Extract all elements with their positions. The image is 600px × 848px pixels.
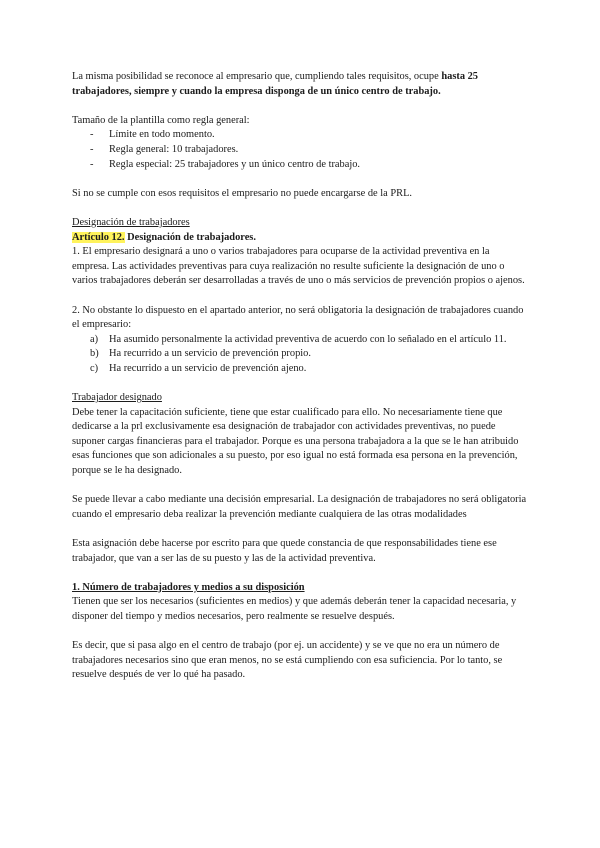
list-item [72, 333, 528, 348]
list-marker: a) [90, 333, 99, 345]
list-item-text: Ha asumido personalmente la actividad preventiva de acuerdo con lo señalado en el artículo 11. [109, 333, 507, 345]
article-paragraph-2: 2. No obstante lo dispuesto en el apartado anterior, no será obligatoria la designación de trabajadores cuando el empresario: [72, 304, 524, 331]
list-item-text: Ha recurrido a un servicio de prevención propio. [109, 348, 311, 360]
trabajador-paragraph-3: Esta asignación debe hacerse por escrito para que quede constancia de que responsabilidades tiene ese trabajador, que van a ser las de su puesto y las de la actividad preventiva. [72, 538, 497, 564]
document-page [72, 70, 528, 683]
no-cumple-paragraph: Si no se cumple con esos requisitos el empresario no puede encargarse de la PRL. [72, 187, 413, 199]
article-paragraph-1: 1. El empresario designará a uno o varios trabajadores para ocuparse de la actividad preventiva en la empresa. Las actividades preventivas para cuya realización no resulte suficiente la designación de uno o varios trabajadores deberán ser desarrolladas a través de uno o más servicios de prevención propios o ajenos. [72, 246, 525, 287]
numero-heading: 1. Número de trabajadores y medios a su disposición [72, 581, 305, 593]
list-item [72, 347, 528, 362]
article-list [72, 333, 528, 377]
list-marker: c) [90, 362, 99, 374]
list-marker: b) [90, 348, 99, 360]
plantilla-list [72, 128, 528, 172]
trabajador-section-title: Trabajador designado [72, 392, 162, 404]
designacion-section-title: Designación de trabajadores [72, 216, 190, 228]
list-item-text: Regla general: 10 trabajadores. [109, 143, 239, 155]
trabajador-paragraph-2: Se puede llevar a cabo mediante una decisión empresarial. La designación de trabajadores no será obligatoria cuando el empresario deba realizar la prevención mediante cualquiera de las otras modalidades [72, 494, 527, 520]
list-item-text: Ha recurrido a un servicio de prevención ajeno. [109, 362, 307, 374]
list-item [72, 143, 528, 158]
list-item [72, 362, 528, 377]
trabajador-paragraph-1: Debe tener la capacitación suficiente, tiene que estar cualificado para ello. No necesariamente tiene que dedicarse a la prl exclusivamente esa designación de trabajador con actividades preventivas, no puede suponer cargas financieras para el trabajador. Porque es una persona trabajadora a la que se le han atribuido esas funciones que son adicionales a su puesto, por eso igual no está formada esa persona en la prevención, porque se le ha designado. [72, 406, 519, 477]
list-item [72, 158, 528, 173]
numero-paragraph-2: Es decir, que si pasa algo en el centro de trabajo (por ej. un accidente) y se ve que no era un número de trabajadores necesarios sino que eran menos, no se está cumpliendo con esa suficiencia. Por lo tanto, se resuelve después de ver lo qué ha pasado. [72, 640, 503, 681]
dash-marker: - [90, 158, 94, 170]
numero-paragraph-1: Tienen que ser los necesarios (suficientes en medios) y que además deberán tener la capacidad necesaria, y disponer del tiempo y medios necesarios, pero realmente se resuelve después. [72, 596, 517, 622]
article-label: Artículo 12. [72, 231, 125, 243]
list-item-text: Límite en todo momento. [109, 129, 215, 141]
article-12-heading [72, 231, 528, 246]
intro-text: La misma posibilidad se reconoce al empresario que, cumpliendo tales requisitos, ocupe [72, 71, 442, 82]
intro-paragraph [72, 70, 528, 99]
plantilla-heading: Tamaño de la plantilla como regla general: [72, 114, 250, 126]
intro-bold-text: hasta 25 trabajadores, siempre y cuando la empresa disponga de un único centro de trabajo. [72, 71, 479, 97]
dash-marker: - [90, 129, 94, 141]
list-item [72, 128, 528, 143]
dash-marker: - [90, 143, 94, 155]
article-title: Designación de trabajadores. [124, 231, 256, 243]
list-item-text: Regla especial: 25 trabajadores y un único centro de trabajo. [109, 158, 361, 170]
